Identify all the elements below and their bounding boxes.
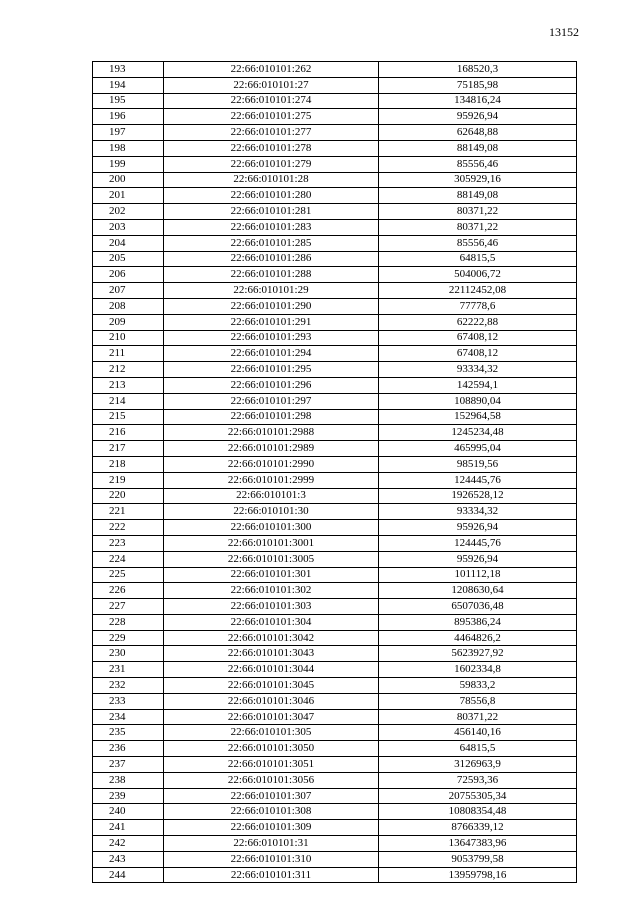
row-number-cell: 242 (93, 836, 164, 852)
cadastral-number-cell: 22:66:010101:309 (164, 820, 379, 836)
row-number-cell: 233 (93, 693, 164, 709)
table-row (93, 125, 577, 141)
cadastral-number-cell: 22:66:010101:293 (164, 330, 379, 346)
cadastral-value-cell: 1245234,48 (379, 425, 577, 441)
table-row (93, 362, 577, 378)
cadastral-value-cell: 80371,22 (379, 219, 577, 235)
cadastral-value-cell: 124445,76 (379, 472, 577, 488)
row-number-cell: 231 (93, 662, 164, 678)
cadastral-value-cell: 67408,12 (379, 346, 577, 362)
cadastral-value-cell: 134816,24 (379, 93, 577, 109)
row-number-cell: 240 (93, 804, 164, 820)
table-row (93, 583, 577, 599)
table-row (93, 456, 577, 472)
row-number-cell: 221 (93, 504, 164, 520)
cadastral-value-cell: 72593,36 (379, 772, 577, 788)
cadastral-value-cell: 1602334,8 (379, 662, 577, 678)
row-number-cell: 194 (93, 77, 164, 93)
cadastral-number-cell: 22:66:010101:307 (164, 788, 379, 804)
cadastral-number-cell: 22:66:010101:3045 (164, 678, 379, 694)
cadastral-value-cell: 20755305,34 (379, 788, 577, 804)
cadastral-number-cell: 22:66:010101:296 (164, 377, 379, 393)
cadastral-number-cell: 22:66:010101:283 (164, 219, 379, 235)
table-row (93, 267, 577, 283)
cadastral-number-cell: 22:66:010101:262 (164, 62, 379, 78)
cadastral-value-cell: 80371,22 (379, 204, 577, 220)
row-number-cell: 198 (93, 140, 164, 156)
row-number-cell: 207 (93, 283, 164, 299)
cadastral-number-cell: 22:66:010101:308 (164, 804, 379, 820)
cadastral-number-cell: 22:66:010101:281 (164, 204, 379, 220)
row-number-cell: 225 (93, 567, 164, 583)
table-body (93, 62, 577, 883)
cadastral-number-cell: 22:66:010101:27 (164, 77, 379, 93)
table-row (93, 646, 577, 662)
cadastral-number-cell: 22:66:010101:2989 (164, 441, 379, 457)
row-number-cell: 205 (93, 251, 164, 267)
row-number-cell: 206 (93, 267, 164, 283)
cadastral-number-cell: 22:66:010101:3001 (164, 535, 379, 551)
table-row (93, 630, 577, 646)
cadastral-value-cell: 895386,24 (379, 614, 577, 630)
cadastral-number-cell: 22:66:010101:3005 (164, 551, 379, 567)
table-row (93, 614, 577, 630)
row-number-cell: 229 (93, 630, 164, 646)
cadastral-value-cell: 98519,56 (379, 456, 577, 472)
table-row (93, 788, 577, 804)
table-row (93, 62, 577, 78)
table-row (93, 488, 577, 504)
cadastral-value-cell: 93334,32 (379, 362, 577, 378)
table-row (93, 678, 577, 694)
row-number-cell: 241 (93, 820, 164, 836)
table-row (93, 425, 577, 441)
row-number-cell: 227 (93, 599, 164, 615)
cadastral-number-cell: 22:66:010101:3046 (164, 693, 379, 709)
row-number-cell: 209 (93, 314, 164, 330)
row-number-cell: 223 (93, 535, 164, 551)
row-number-cell: 220 (93, 488, 164, 504)
row-number-cell: 204 (93, 235, 164, 251)
cadastral-value-cell: 62222,88 (379, 314, 577, 330)
row-number-cell: 213 (93, 377, 164, 393)
table-row (93, 662, 577, 678)
cadastral-number-cell: 22:66:010101:2990 (164, 456, 379, 472)
row-number-cell: 193 (93, 62, 164, 78)
table-row (93, 330, 577, 346)
cadastral-value-cell: 124445,76 (379, 535, 577, 551)
row-number-cell: 235 (93, 725, 164, 741)
cadastral-number-cell: 22:66:010101:311 (164, 867, 379, 883)
cadastral-number-cell: 22:66:010101:295 (164, 362, 379, 378)
cadastral-value-cell: 64815,5 (379, 741, 577, 757)
cadastral-number-cell: 22:66:010101:285 (164, 235, 379, 251)
cadastral-number-cell: 22:66:010101:301 (164, 567, 379, 583)
table-row (93, 172, 577, 188)
table-row (93, 235, 577, 251)
table-row (93, 804, 577, 820)
table-row (93, 188, 577, 204)
cadastral-value-cell: 13959798,16 (379, 867, 577, 883)
cadastral-value-cell: 88149,08 (379, 140, 577, 156)
row-number-cell: 212 (93, 362, 164, 378)
cadastral-value-cell: 95926,94 (379, 520, 577, 536)
table-row (93, 140, 577, 156)
cadastral-number-cell: 22:66:010101:3051 (164, 757, 379, 773)
cadastral-number-cell: 22:66:010101:291 (164, 314, 379, 330)
cadastral-value-cell: 22112452,08 (379, 283, 577, 299)
table-row (93, 772, 577, 788)
table-row (93, 314, 577, 330)
row-number-cell: 237 (93, 757, 164, 773)
table-row (93, 757, 577, 773)
table-row (93, 520, 577, 536)
row-number-cell: 208 (93, 298, 164, 314)
cadastral-value-cell: 504006,72 (379, 267, 577, 283)
cadastral-value-cell: 1926528,12 (379, 488, 577, 504)
cadastral-number-cell: 22:66:010101:297 (164, 393, 379, 409)
table-row (93, 204, 577, 220)
cadastral-number-cell: 22:66:010101:30 (164, 504, 379, 520)
table-row (93, 251, 577, 267)
row-number-cell: 215 (93, 409, 164, 425)
cadastral-value-cell: 168520,3 (379, 62, 577, 78)
cadastral-value-cell: 10808354,48 (379, 804, 577, 820)
row-number-cell: 226 (93, 583, 164, 599)
cadastral-number-cell: 22:66:010101:302 (164, 583, 379, 599)
cadastral-value-cell: 93334,32 (379, 504, 577, 520)
cadastral-value-cell: 85556,46 (379, 156, 577, 172)
cadastral-number-cell: 22:66:010101:279 (164, 156, 379, 172)
cadastral-number-cell: 22:66:010101:274 (164, 93, 379, 109)
cadastral-value-cell: 3126963,9 (379, 757, 577, 773)
cadastral-value-cell: 4464826,2 (379, 630, 577, 646)
row-number-cell: 238 (93, 772, 164, 788)
cadastral-number-cell: 22:66:010101:310 (164, 851, 379, 867)
cadastral-value-cell: 1208630,64 (379, 583, 577, 599)
cadastral-value-cell: 95926,94 (379, 551, 577, 567)
table-row (93, 820, 577, 836)
cadastral-value-cell: 85556,46 (379, 235, 577, 251)
cadastral-value-cell: 62648,88 (379, 125, 577, 141)
table-row (93, 283, 577, 299)
row-number-cell: 234 (93, 709, 164, 725)
table-row (93, 441, 577, 457)
cadastral-value-cell: 305929,16 (379, 172, 577, 188)
table-row (93, 346, 577, 362)
cadastral-number-cell: 22:66:010101:28 (164, 172, 379, 188)
cadastral-value-cell: 78556,8 (379, 693, 577, 709)
cadastral-value-cell: 142594,1 (379, 377, 577, 393)
cadastral-number-cell: 22:66:010101:3042 (164, 630, 379, 646)
cadastral-number-cell: 22:66:010101:305 (164, 725, 379, 741)
row-number-cell: 236 (93, 741, 164, 757)
table-row (93, 77, 577, 93)
cadastral-value-cell: 13647383,96 (379, 836, 577, 852)
row-number-cell: 203 (93, 219, 164, 235)
row-number-cell: 211 (93, 346, 164, 362)
table-row (93, 377, 577, 393)
row-number-cell: 230 (93, 646, 164, 662)
cadastral-value-cell: 6507036,48 (379, 599, 577, 615)
cadastral-value-cell: 5623927,92 (379, 646, 577, 662)
table-row (93, 219, 577, 235)
cadastral-number-cell: 22:66:010101:275 (164, 109, 379, 125)
cadastral-number-cell: 22:66:010101:294 (164, 346, 379, 362)
table-row (93, 599, 577, 615)
table-row (93, 693, 577, 709)
cadastral-value-cell: 108890,04 (379, 393, 577, 409)
cadastral-number-cell: 22:66:010101:304 (164, 614, 379, 630)
row-number-cell: 199 (93, 156, 164, 172)
cadastral-value-table (92, 61, 577, 883)
row-number-cell: 232 (93, 678, 164, 694)
row-number-cell: 196 (93, 109, 164, 125)
cadastral-value-cell: 80371,22 (379, 709, 577, 725)
cadastral-number-cell: 22:66:010101:277 (164, 125, 379, 141)
table-row (93, 93, 577, 109)
row-number-cell: 200 (93, 172, 164, 188)
cadastral-value-cell: 77778,6 (379, 298, 577, 314)
row-number-cell: 216 (93, 425, 164, 441)
row-number-cell: 201 (93, 188, 164, 204)
cadastral-number-cell: 22:66:010101:300 (164, 520, 379, 536)
cadastral-number-cell: 22:66:010101:31 (164, 836, 379, 852)
cadastral-value-cell: 75185,98 (379, 77, 577, 93)
row-number-cell: 218 (93, 456, 164, 472)
cadastral-value-cell: 152964,58 (379, 409, 577, 425)
table-row (93, 851, 577, 867)
cadastral-number-cell: 22:66:010101:278 (164, 140, 379, 156)
table-row (93, 409, 577, 425)
table-row (93, 504, 577, 520)
cadastral-value-cell: 64815,5 (379, 251, 577, 267)
table-row (93, 109, 577, 125)
cadastral-value-cell: 8766339,12 (379, 820, 577, 836)
row-number-cell: 195 (93, 93, 164, 109)
table-row (93, 567, 577, 583)
row-number-cell: 210 (93, 330, 164, 346)
table-row (93, 535, 577, 551)
cadastral-value-cell: 465995,04 (379, 441, 577, 457)
row-number-cell: 228 (93, 614, 164, 630)
row-number-cell: 222 (93, 520, 164, 536)
row-number-cell: 217 (93, 441, 164, 457)
cadastral-value-cell: 95926,94 (379, 109, 577, 125)
cadastral-number-cell: 22:66:010101:29 (164, 283, 379, 299)
cadastral-number-cell: 22:66:010101:3050 (164, 741, 379, 757)
cadastral-number-cell: 22:66:010101:298 (164, 409, 379, 425)
table-row (93, 725, 577, 741)
cadastral-number-cell: 22:66:010101:3056 (164, 772, 379, 788)
table-row (93, 472, 577, 488)
row-number-cell: 219 (93, 472, 164, 488)
row-number-cell: 214 (93, 393, 164, 409)
cadastral-number-cell: 22:66:010101:288 (164, 267, 379, 283)
cadastral-number-cell: 22:66:010101:286 (164, 251, 379, 267)
row-number-cell: 244 (93, 867, 164, 883)
table-row (93, 298, 577, 314)
cadastral-number-cell: 22:66:010101:2988 (164, 425, 379, 441)
cadastral-value-cell: 101112,18 (379, 567, 577, 583)
cadastral-number-cell: 22:66:010101:3 (164, 488, 379, 504)
table-row (93, 867, 577, 883)
row-number-cell: 239 (93, 788, 164, 804)
table-row (93, 836, 577, 852)
row-number-cell: 243 (93, 851, 164, 867)
row-number-cell: 224 (93, 551, 164, 567)
cadastral-value-cell: 67408,12 (379, 330, 577, 346)
cadastral-value-cell: 59833,2 (379, 678, 577, 694)
table-row (93, 709, 577, 725)
cadastral-number-cell: 22:66:010101:3044 (164, 662, 379, 678)
table-row (93, 156, 577, 172)
cadastral-number-cell: 22:66:010101:280 (164, 188, 379, 204)
cadastral-number-cell: 22:66:010101:2999 (164, 472, 379, 488)
cadastral-value-cell: 88149,08 (379, 188, 577, 204)
table-row (93, 551, 577, 567)
table-row (93, 393, 577, 409)
cadastral-number-cell: 22:66:010101:290 (164, 298, 379, 314)
cadastral-value-cell: 9053799,58 (379, 851, 577, 867)
cadastral-number-cell: 22:66:010101:303 (164, 599, 379, 615)
cadastral-number-cell: 22:66:010101:3043 (164, 646, 379, 662)
table-row (93, 741, 577, 757)
row-number-cell: 202 (93, 204, 164, 220)
cadastral-number-cell: 22:66:010101:3047 (164, 709, 379, 725)
cadastral-value-cell: 456140,16 (379, 725, 577, 741)
row-number-cell: 197 (93, 125, 164, 141)
page-number: 13152 (549, 25, 579, 39)
